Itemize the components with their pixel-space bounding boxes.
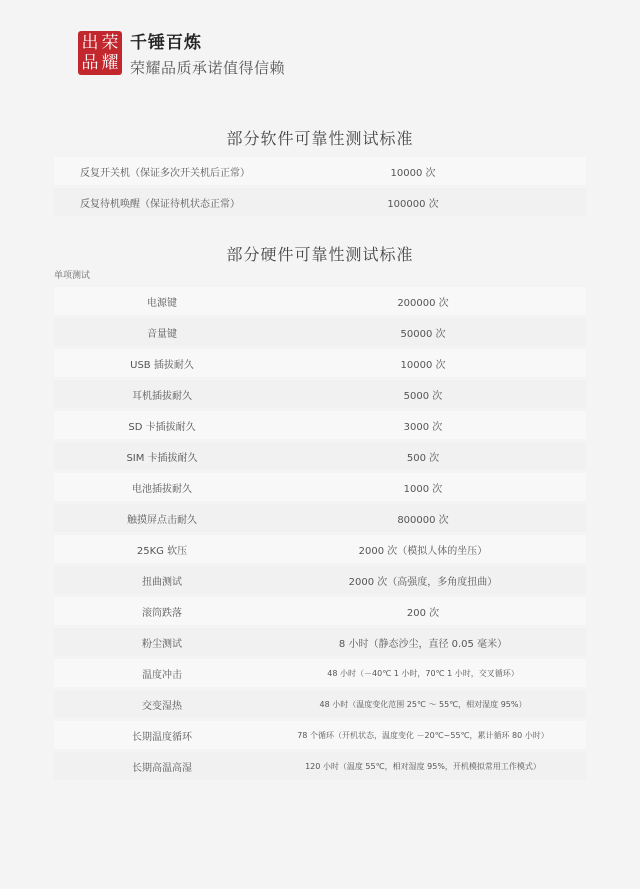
test-value: 800000 次 xyxy=(397,514,449,526)
table-row xyxy=(54,287,586,315)
brand-subtitle: 荣耀品质承诺值得信赖 xyxy=(130,59,286,77)
test-item: SD 卡插拔耐久 xyxy=(128,421,196,433)
test-item: 长期高温高湿 xyxy=(132,762,192,774)
test-value: 2000 次（模拟人体的坐压） xyxy=(358,545,488,557)
test-value: 78 个循环（开机状态，温度变化 －20℃~55℃，累计循环 80 小时） xyxy=(297,730,549,740)
test-item: 电源键 xyxy=(147,297,177,309)
seal-char: 荣 xyxy=(101,32,119,53)
software-table xyxy=(54,157,586,219)
test-item: SIM 卡插拔耐久 xyxy=(126,452,198,464)
test-item: 反复待机唤醒（保证待机状态正常） xyxy=(80,198,240,210)
test-item: 触摸屏点击耐久 xyxy=(127,514,197,526)
table-row xyxy=(54,473,586,501)
table-row xyxy=(54,442,586,470)
test-item: 反复开关机（保证多次开关机后正常） xyxy=(80,167,250,179)
test-item: 滚筒跌落 xyxy=(142,607,182,619)
test-item: 电池插拔耐久 xyxy=(132,483,192,495)
table-row xyxy=(54,188,586,216)
table-row xyxy=(54,380,586,408)
seal-char: 耀 xyxy=(101,52,119,73)
test-item: 25KG 软压 xyxy=(136,545,188,557)
brand-text xyxy=(130,28,285,78)
single-test-label: 单项测试 xyxy=(54,271,91,281)
test-value: 200 次 xyxy=(406,607,440,619)
table-row xyxy=(54,504,586,532)
software-section-title: 部分软件可靠性测试标准 xyxy=(226,129,414,148)
table-row xyxy=(54,318,586,346)
table-row xyxy=(54,349,586,377)
test-item: 耳机插拔耐久 xyxy=(132,390,192,402)
hardware-table xyxy=(54,287,586,783)
table-row xyxy=(54,752,586,780)
test-item: 粉尘测试 xyxy=(142,638,182,650)
header xyxy=(78,28,285,78)
test-item: 交变湿热 xyxy=(142,700,182,712)
table-row xyxy=(54,721,586,749)
table-row xyxy=(54,535,586,563)
test-item: USB 插拔耐久 xyxy=(130,359,194,371)
test-value: 500 次 xyxy=(406,452,440,464)
test-value: 5000 次 xyxy=(403,390,443,402)
test-item: 扭曲测试 xyxy=(142,576,182,588)
seal-char: 品 xyxy=(81,52,99,73)
table-row xyxy=(54,597,586,625)
test-item: 音量键 xyxy=(147,328,177,340)
hardware-section-title: 部分硬件可靠性测试标准 xyxy=(226,245,414,264)
table-row xyxy=(54,690,586,718)
test-value: 3000 次 xyxy=(403,421,443,433)
test-value: 50000 次 xyxy=(400,328,446,340)
test-value: 48 小时（温度变化范围 25℃ ～ 55℃，相对湿度 95%） xyxy=(319,699,527,709)
brand-title: 千锤百炼 xyxy=(130,33,202,53)
test-item: 温度冲击 xyxy=(142,669,182,681)
table-row xyxy=(54,566,586,594)
table-row xyxy=(54,628,586,656)
test-value: 10000 次 xyxy=(400,359,446,371)
test-value: 10000 次 xyxy=(390,167,436,179)
table-row xyxy=(54,411,586,439)
test-value: 2000 次（高强度，多角度扭曲） xyxy=(348,576,498,588)
brand-seal-logo xyxy=(78,31,122,75)
test-value: 120 小时（温度 55℃，相对湿度 95%，开机模拟常用工作模式） xyxy=(305,761,541,771)
table-row xyxy=(54,659,586,687)
test-item: 长期温度循环 xyxy=(132,731,192,743)
test-value: 48 小时（－40℃ 1 小时，70℃ 1 小时，交叉循环） xyxy=(327,668,519,678)
test-value: 100000 次 xyxy=(387,198,439,210)
test-value: 8 小时（静态沙尘，直径 0.05 毫米） xyxy=(338,638,508,650)
test-value: 1000 次 xyxy=(403,483,443,495)
test-value: 200000 次 xyxy=(397,297,449,309)
seal-char: 出 xyxy=(81,32,99,53)
table-row xyxy=(54,157,586,185)
